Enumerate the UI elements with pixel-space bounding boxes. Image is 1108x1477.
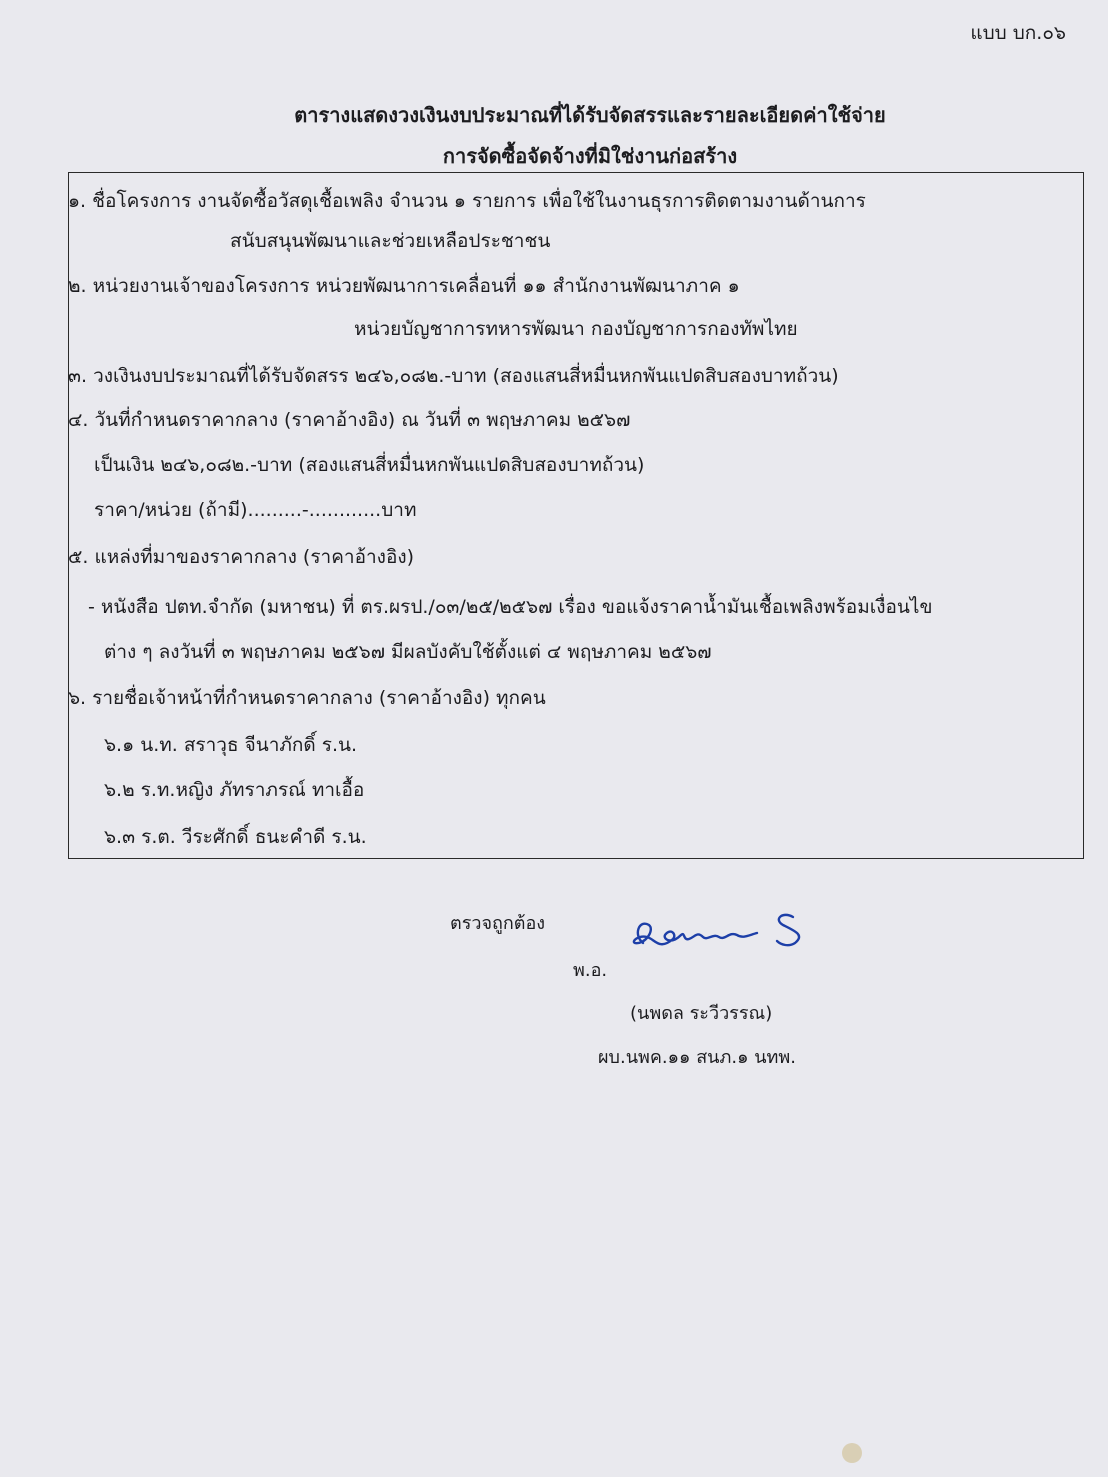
handwritten-signature bbox=[625, 905, 825, 965]
signer-rank: พ.อ. bbox=[573, 960, 608, 981]
paper-mark bbox=[842, 1443, 862, 1463]
item-5-source-detail-cont: ต่าง ๆ ลงวันที่ ๓ พฤษภาคม ๒๕๖๗ มีผลบังคับใช้ตั้งแต่ ๔ พฤษภาคม ๒๕๖๗ bbox=[104, 641, 712, 663]
committee-member-2: ๖.๒ ร.ท.หญิง ภัทราภรณ์ ทาเอื้อ bbox=[104, 779, 365, 801]
form-code: แบบ บก.๐๖ bbox=[970, 22, 1066, 44]
item-4-amount: เป็นเงิน ๒๔๖,๐๘๒.-บาท (สองแสนสี่หมื่นหกพันแปดสิบสองบาทถ้วน) bbox=[94, 454, 645, 476]
item-5-source: ๕. แหล่งที่มาของราคากลาง (ราคาอ้างอิง) bbox=[68, 546, 415, 568]
document-title: ตารางแสดงวงเงินงบประมาณที่ได้รับจัดสรรและรายละเอียดค่าใช้จ่าย bbox=[294, 103, 886, 127]
committee-member-3: ๖.๓ ร.ต. วีระศักดิ์ ธนะคำดี ร.น. bbox=[104, 826, 367, 848]
item-4-unit-price: ราคา/หน่วย (ถ้ามี).........-............บาท bbox=[94, 499, 417, 521]
item-1-continuation: สนับสนุนพัฒนาและช่วยเหลือประชาชน bbox=[230, 230, 551, 252]
verified-label: ตรวจถูกต้อง bbox=[450, 913, 546, 934]
signer-position: ผบ.นพค.๑๑ สนภ.๑ นทพ. bbox=[598, 1047, 796, 1068]
item-4-reference-date: ๔. วันที่กำหนดราคากลาง (ราคาอ้างอิง) ณ วันที่ ๓ พฤษภาคม ๒๕๖๗ bbox=[68, 409, 631, 431]
signer-name: (นพดล ระวีวรรณ) bbox=[630, 1003, 773, 1024]
item-5-source-detail: - หนังสือ ปตท.จำกัด (มหาชน) ที่ ตร.ผรป./๐๓/๒๕/๒๕๖๗ เรื่อง ขอแจ้งราคาน้ำมันเชื้อเพลิงพร้อมเงื่อนไข bbox=[88, 596, 933, 618]
committee-member-1: ๖.๑ น.ท. สราวุธ จีนาภักดิ์ ร.น. bbox=[104, 734, 358, 756]
item-2-owner-unit: ๒. หน่วยงานเจ้าของโครงการ หน่วยพัฒนาการเคลื่อนที่ ๑๑ สำนักงานพัฒนาภาค ๑ bbox=[68, 275, 740, 297]
item-1-project-name: ๑. ชื่อโครงการ งานจัดซื้อวัสดุเชื้อเพลิง จำนวน ๑ รายการ เพื่อใช้ในงานธุรการติดตามงานด้านการ bbox=[68, 190, 866, 212]
document-subtitle: การจัดซื้อจัดจ้างที่มิใช่งานก่อสร้าง bbox=[442, 144, 738, 168]
item-6-committee: ๖. รายชื่อเจ้าหน้าที่กำหนดราคากลาง (ราคาอ้างอิง) ทุกคน bbox=[68, 687, 546, 709]
item-2-continuation: หน่วยบัญชาการทหารพัฒนา กองบัญชาการกองทัพไทย bbox=[354, 318, 798, 340]
item-3-budget: ๓. วงเงินงบประมาณที่ได้รับจัดสรร ๒๔๖,๐๘๒.-บาท (สองแสนสี่หมื่นหกพันแปดสิบสองบาทถ้วน) bbox=[68, 365, 839, 387]
